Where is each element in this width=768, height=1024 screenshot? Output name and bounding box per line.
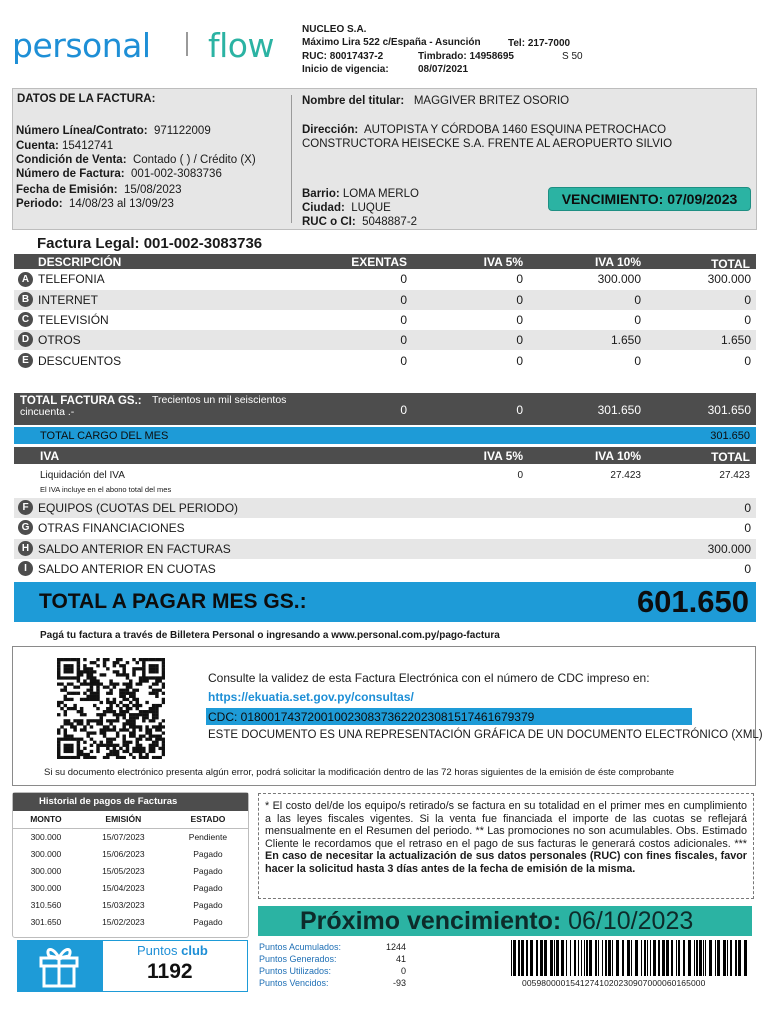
row-letter-badge: I [18,561,33,576]
company-name: NUCLEO S.A. [302,24,367,35]
row-iva5: 0 [516,354,523,368]
history-emision: 15/06/2023 [102,848,145,859]
proximo-date: 06/10/2023 [568,907,694,935]
row-desc: INTERNET [38,293,98,307]
total-pagar-bar [14,582,756,622]
row-exentas: 0 [400,313,407,327]
charges-table-header [14,254,756,269]
row-letter-badge: F [18,500,33,515]
flow-logo: flow [208,26,274,65]
qr-code [57,658,165,759]
puntos-club-label-a: Puntos [137,943,178,958]
row-exentas: 0 [400,272,407,286]
row-total: 300.000 [707,272,751,286]
row-letter-badge: D [18,332,33,347]
history-estado: Pagado [193,865,223,876]
terms-note [258,793,754,899]
vigencia-label: Inicio de vigencia: [302,64,389,75]
iva-col-total: TOTAL [711,450,750,464]
history-col-emision: EMISIÓN [79,811,168,828]
vigencia-date: 08/07/2021 [418,64,469,75]
history-monto: 300.000 [30,882,62,893]
history-row [13,879,248,896]
company-timbrado: Timbrado: 14958695 [418,51,514,62]
row-total: 0 [744,562,751,576]
titular-row: Nombre del titular: MAGGIVER BRITEZ OSORIO [302,95,570,107]
row-letter-badge: H [18,541,33,556]
note-bold-text: En caso de necesitar la actualización de sus datos personales (RUC) con fines fiscales, favor hacer la solicitud hasta 3 días antes de la fecha de emisión de la misma. [265,850,747,875]
row-exentas: 0 [400,354,407,368]
row-desc: TELEVISIÓN [38,313,109,327]
linea-row: Número Línea/Contrato: 971122009 [16,125,211,137]
row-exentas: 0 [400,293,407,307]
history-emision: 15/07/2023 [102,831,145,842]
history-row [13,896,248,913]
row-desc: EQUIPOS (CUOTAS DEL PERIODO) [38,501,239,515]
total-iva5: 0 [516,403,523,417]
pay-note-text: Pagá tu factura a través de Billetera Personal o ingresando a [40,630,332,641]
row-total: 0 [744,313,751,327]
col-iva10: IVA 10% [594,255,641,269]
row-letter-badge: B [18,292,33,307]
col-total: TOTAL [711,257,750,271]
history-monto: 310.560 [30,899,62,910]
col-descripcion: DESCRIPCIÓN [38,255,122,269]
proximo-vencimiento-bar [258,906,752,936]
company-code: S 50 [562,51,583,62]
personal-logo: personal [12,26,151,65]
company-phone: Tel: 217-7000 [508,38,571,49]
row-letter-badge: G [18,520,33,535]
liq-iva5: 0 [517,470,523,481]
direccion-line2: CONSTRUCTORA HEISECKE S.A. FRENTE AL AEROPUERTO SILVIO [302,138,673,150]
payment-history [12,792,249,938]
iva-col-iva10: IVA 10% [594,449,641,463]
row-total: 0 [744,521,751,535]
vencimiento-badge: VENCIMIENTO: 07/09/2023 [548,187,751,211]
invoice-info-title: DATOS DE LA FACTURA: [17,93,156,105]
history-row [13,845,248,862]
history-estado: Pagado [193,848,223,859]
history-estado: Pagado [193,882,223,893]
history-col-monto: MONTO [13,811,79,828]
puntos-club-title [137,943,208,958]
balance-row [14,498,756,518]
iva-col-iva: IVA [40,449,60,463]
balance-row [14,559,756,579]
cdc-footer: Si su documento electrónico presenta algún error, podrá solicitar la modificación dentro de las 72 horas siguientes de la emisión de éste comprobante [44,767,675,778]
barrio-row: Barrio: LOMA MERLO [302,188,419,200]
row-iva10: 1.650 [610,333,641,347]
puntos-acumulados-value: 1244 [385,942,406,952]
history-emision: 15/05/2023 [102,865,145,876]
row-desc: TELEFONIA [38,272,105,286]
puntos-club-value: 1192 [147,960,193,983]
cuenta-row: Cuenta: 15412741 [16,140,114,152]
barcode [511,940,751,976]
row-letter-badge: C [18,312,33,327]
puntos-vencidos-value: -93 [392,978,406,988]
history-monto: 300.000 [30,831,62,842]
company-ruc: RUC: 80017437-2 [302,51,384,62]
note-text: * El costo del/de los equipo/s retirado/s se factura en su totalidad en el primer mes en cumplimiento a las leyes fiscales vigentes. Si la venta fue financiada el importe de las cuotas se reflejará mensualmente en el Resumen del periodo. ** Las promociones no son acumulables. Obs. Estimado Cliente le recordamos que el retraso en el pago de sus facturas le generará costos adicionales. *** [265,800,747,850]
logo-divider [186,32,188,56]
total-factura-words: Trecientos un mil seiscientos cincuenta .- [20,394,287,418]
history-estado: Pagado [193,916,223,927]
row-iva10: 0 [634,354,641,368]
history-col-estado: ESTADO [168,811,248,828]
history-row [13,913,248,930]
periodo-row: Periodo: 14/08/23 al 13/09/23 [16,198,174,210]
cargo-mes-value: 301.650 [710,430,750,442]
iva-table-header [14,447,756,464]
pay-note [40,630,500,641]
proximo-label: Próximo vencimiento: [300,907,562,935]
row-iva10: 0 [634,293,641,307]
total-pagar-label: TOTAL A PAGAR MES GS.: [39,590,307,613]
liq-label: Liquidación del IVA [40,470,125,481]
history-row [13,828,248,845]
history-table [13,811,248,930]
col-iva5: IVA 5% [483,255,523,269]
direccion-row: Dirección: AUTOPISTA Y CÓRDOBA 1460 ESQUINA PETROCHACO [302,124,667,136]
cdc-code: CDC: 01800174372001002308373622023081517461679379 [208,710,535,724]
ciudad-row: Ciudad: LUQUE [302,202,391,214]
pay-link[interactable]: www.personal.com.py/pago-factura [331,630,500,641]
row-total: 0 [744,293,751,307]
history-row [13,862,248,879]
history-estado: Pagado [193,899,223,910]
history-monto: 300.000 [30,865,62,876]
total-total: 301.650 [707,403,751,417]
ruc-row: RUC o CI: 5048887-2 [302,216,418,228]
row-exentas: 0 [400,333,407,347]
history-emision: 15/03/2023 [102,899,145,910]
puntos-acumulados-label: Puntos Acumulados: [259,942,342,952]
cargo-mes-row [14,427,756,444]
liq-total: 27.423 [719,470,750,481]
row-iva5: 0 [516,293,523,307]
puntos-club-label-b: club [181,943,208,958]
history-monto: 300.000 [30,848,62,859]
row-desc: OTROS [38,333,81,347]
barcode-number: 00598000015412741020230907000060165000 [522,978,706,988]
liq-note: El IVA incluye en el abono total del mes [40,485,172,494]
row-iva5: 0 [516,333,523,347]
charge-row [14,270,756,290]
row-letter-badge: A [18,272,33,287]
puntos-generados-label: Puntos Generados: [259,954,337,964]
factura-legal: Factura Legal: 001-002-3083736 [37,235,263,252]
charge-row [14,310,756,330]
total-factura-row [14,393,756,425]
fecha-row: Fecha de Emisión: 15/08/2023 [16,184,182,196]
row-total: 1.650 [720,333,751,347]
row-desc: SALDO ANTERIOR EN CUOTAS [38,562,216,576]
row-iva5: 0 [516,313,523,327]
charge-row [14,351,756,371]
row-iva5: 0 [516,272,523,286]
row-total: 300.000 [707,542,751,556]
gift-panel [17,940,103,992]
info-divider [291,95,292,223]
puntos-utilizados-value: 0 [400,966,406,976]
row-desc: SALDO ANTERIOR EN FACTURAS [38,542,231,556]
history-monto: 301.650 [30,916,62,927]
iva-col-iva5: IVA 5% [483,449,523,463]
row-iva10: 0 [634,313,641,327]
company-address: Máximo Lira 522 c/España - Asunción [302,37,481,48]
puntos-vencidos-label: Puntos Vencidos: [259,978,329,988]
cdc-link[interactable]: https://ekuatia.set.gov.py/consultas/ [208,690,414,704]
balance-row [14,539,756,559]
history-estado: Pendiente [188,831,228,842]
row-total: 0 [744,501,751,515]
row-iva10: 300.000 [597,272,641,286]
row-letter-badge: E [18,353,33,368]
cdc-line1: Consulte la validez de esta Factura Electrónica con el número de CDC impreso en: [208,671,650,685]
cargo-mes-label: TOTAL CARGO DEL MES [40,430,169,442]
balance-row [14,518,756,538]
charge-row [14,290,756,310]
history-title: Historial de pagos de Facturas [13,793,248,811]
puntos-utilizados-label: Puntos Utilizados: [259,966,332,976]
total-exentas: 0 [400,403,407,417]
charge-row [14,330,756,350]
row-total: 0 [744,354,751,368]
total-pagar-value: 601.650 [636,584,749,619]
history-emision: 15/02/2023 [102,916,145,927]
total-iva10: 301.650 [597,403,641,417]
cdc-line3: ESTE DOCUMENTO ES UNA REPRESENTACIÓN GRÁFICA DE UN DOCUMENTO ELECTRÓNICO (XML) [208,729,763,741]
total-factura-label: TOTAL FACTURA GS.: [20,395,142,407]
condicion-row: Condición de Venta: Contado ( ) / Crédito (X) [16,154,256,166]
numero-row: Número de Factura: 001-002-3083736 [16,168,222,180]
history-emision: 15/04/2023 [102,882,145,893]
row-desc: OTRAS FINANCIACIONES [38,521,185,535]
col-exentas: EXENTAS [351,255,407,269]
iva-liquidacion-row [14,466,756,498]
row-desc: DESCUENTOS [38,354,122,368]
gift-icon [17,940,103,992]
puntos-generados-value: 41 [395,954,406,964]
liq-iva10: 27.423 [610,470,641,481]
